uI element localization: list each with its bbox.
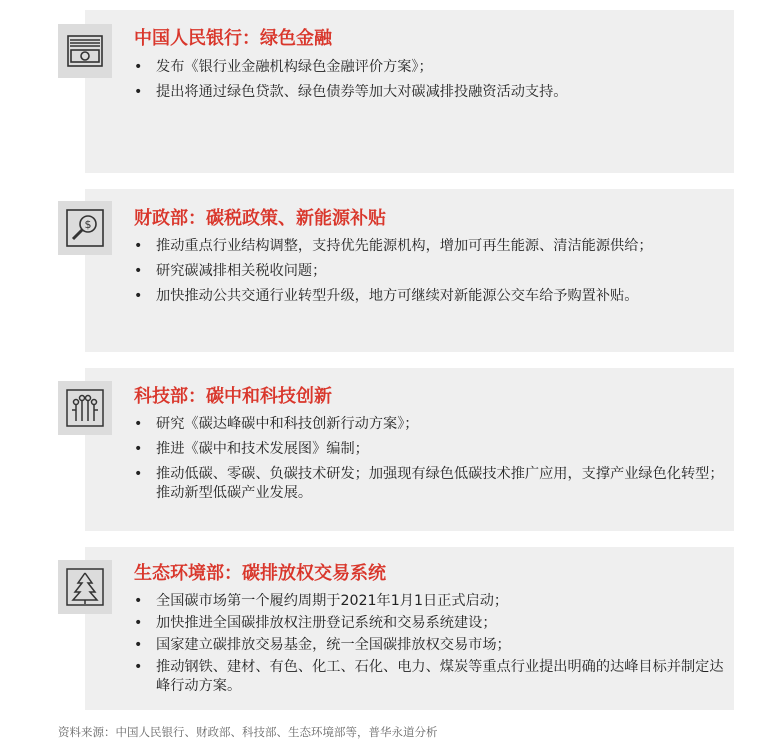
list-item: • 加快推进全国碳排放权注册登记系统和交易系统建设； (134, 614, 724, 633)
list-item: • 国家建立碳排放交易基金，统一全国碳排放权交易市场； (134, 636, 724, 655)
bullet-list (134, 237, 724, 312)
list-item: • 推动钢铁、建材、有色、化工、石化、电力、煤炭等重点行业提出明确的达峰目标并制定达峰行动方案。 (134, 658, 724, 696)
list-item: • 全国碳市场第一个履约周期于2021年1月1日正式启动； (134, 592, 724, 611)
bullet-list (134, 592, 724, 702)
bullet-list (134, 58, 724, 108)
section-title: 生态环境部：碳排放权交易系统 (134, 563, 386, 584)
list-item: • 研究碳减排相关税收问题； (134, 262, 724, 281)
bullet-list (134, 415, 724, 509)
list-item: • 提出将通过绿色贷款、绿色债券等加大对碳减排投融资活动支持。 (134, 83, 724, 102)
section-title: 财政部：碳税政策、新能源补贴 (134, 208, 386, 229)
list-item: • 加快推动公共交通行业转型升级，地方可继续对新能源公交车给予购置补贴。 (134, 287, 724, 306)
circuit-icon (58, 381, 112, 435)
section-title: 中国人民银行：绿色金融 (134, 28, 332, 49)
dollar-magnifier-icon (58, 201, 112, 255)
list-item: • 推进《碳中和技术发展图》编制； (134, 440, 724, 459)
list-item: • 推动低碳、零碳、负碳技术研发；加强现有绿色低碳技术推广应用，支撑产业绿色化转型；推动新型低碳产业发展。 (134, 465, 724, 503)
section-title: 科技部：碳中和科技创新 (134, 386, 332, 407)
tree-icon (58, 560, 112, 614)
list-item: • 发布《银行业金融机构绿色金融评价方案》； (134, 58, 724, 77)
banknote-icon (58, 24, 112, 78)
source-note: 资料来源：中国人民银行、财政部、科技部、生态环境部等，普华永道分析 (58, 725, 438, 739)
svg-text:$: $ (84, 218, 92, 231)
list-item: • 研究《碳达峰碳中和科技创新行动方案》； (134, 415, 724, 434)
list-item: • 推动重点行业结构调整，支持优先能源机构，增加可再生能源、清洁能源供给； (134, 237, 724, 256)
